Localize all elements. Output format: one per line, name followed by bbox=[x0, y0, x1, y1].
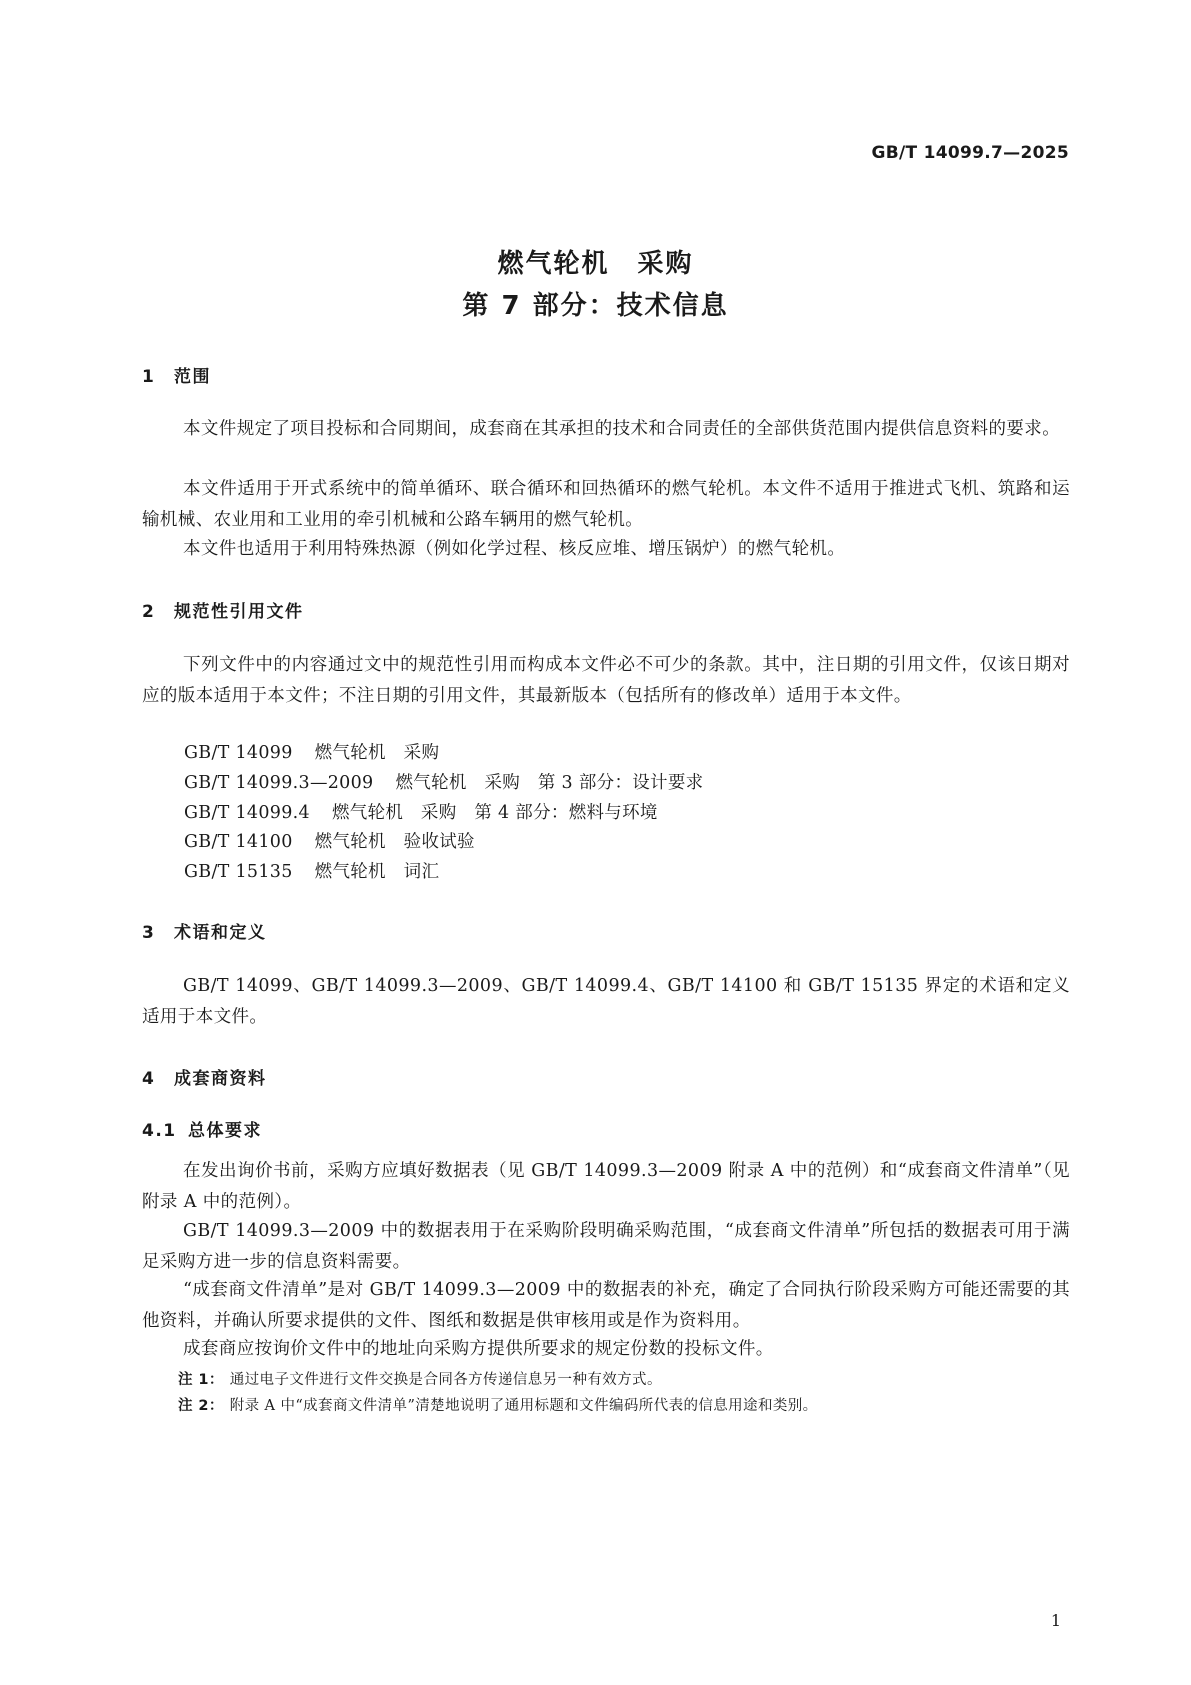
reference-code: GB/T 14099.4 bbox=[184, 803, 310, 823]
reference-code: GB/T 14100 bbox=[184, 832, 293, 852]
reference-code: GB/T 14099.3—2009 bbox=[184, 773, 374, 793]
reference-title: 燃气轮机 采购 第 4 部分：燃料与环境 bbox=[331, 803, 658, 823]
reference-item bbox=[184, 799, 658, 824]
reference-item bbox=[184, 828, 475, 853]
section-1-paragraph-2: 本文件适用于开式系统中的简单循环、联合循环和回热循环的燃气轮机。本文件不适用于推进式飞机、筑路和运输机械、农业用和工业用的牵引机械和公路车辆用的燃气轮机。 bbox=[142, 479, 1070, 530]
section-2-paragraph-1: 下列文件中的内容通过文中的规范性引用而构成本文件必不可少的条款。其中，注日期的引用文件，仅该日期对应的版本适用于本文件；不注日期的引用文件，其最新版本（包括所有的修改单）适用于本文件。 bbox=[142, 655, 1070, 706]
section-4-1-paragraph-2: GB/T 14099.3—2009 中的数据表用于在采购阶段明确采购范围，“成套商文件清单”所包括的数据表可用于满足采购方进一步的信息资料需要。 bbox=[142, 1221, 1070, 1272]
note-2 bbox=[178, 1394, 818, 1415]
section-4-1-paragraph-4: 成套商应按询价文件中的地址向采购方提供所要求的规定份数的投标文件。 bbox=[183, 1339, 774, 1359]
section-number: 4.1 bbox=[142, 1121, 177, 1141]
note-text: 附录 A 中“成套商文件清单”清楚地说明了通用标题和文件编码所代表的信息用途和类别。 bbox=[229, 1398, 818, 1414]
note-1 bbox=[178, 1368, 662, 1389]
note-text: 通过电子文件进行文件交换是合同各方传递信息另一种有效方式。 bbox=[229, 1372, 662, 1388]
reference-title: 燃气轮机 验收试验 bbox=[314, 832, 475, 852]
section-title: 术语和定义 bbox=[174, 923, 267, 943]
title-line-1: 燃气轮机 采购 bbox=[497, 249, 694, 279]
reference-title: 燃气轮机 采购 第 3 部分：设计要求 bbox=[395, 773, 704, 793]
section-3-heading bbox=[142, 918, 267, 943]
title-line-2: 第 7 部分：技术信息 bbox=[462, 291, 729, 321]
section-1-paragraph-3: 本文件也适用于利用特殊热源（例如化学过程、核反应堆、增压锅炉）的燃气轮机。 bbox=[183, 539, 846, 559]
section-number: 3 bbox=[142, 923, 156, 943]
section-4-1-paragraph-3: “成套商文件清单”是对 GB/T 14099.3—2009 中的数据表的补充，确定了合同执行阶段采购方可能还需要的其他资料，并确认所要求提供的文件、图纸和数据是供审核用或是作为资料用。 bbox=[142, 1280, 1070, 1331]
reference-code: GB/T 15135 bbox=[184, 862, 293, 882]
section-4-1-paragraph-1: 在发出询价书前，采购方应填好数据表（见 GB/T 14099.3—2009 附录 A 中的范例）和“成套商文件清单”（见附录 A 中的范例）。 bbox=[142, 1161, 1070, 1212]
section-1-heading bbox=[142, 362, 211, 387]
note-label: 注 1： bbox=[178, 1372, 224, 1388]
section-4-1-heading bbox=[142, 1116, 262, 1141]
section-1-paragraph-1: 本文件规定了项目投标和合同期间，成套商在其承担的技术和合同责任的全部供货范围内提供信息资料的要求。 bbox=[183, 419, 1061, 439]
section-number: 4 bbox=[142, 1069, 156, 1089]
section-title: 规范性引用文件 bbox=[174, 602, 304, 622]
section-2-heading bbox=[142, 597, 304, 622]
page-number: 1 bbox=[1050, 1611, 1061, 1630]
reference-item bbox=[184, 769, 703, 794]
section-title: 范围 bbox=[174, 367, 211, 387]
reference-title: 燃气轮机 词汇 bbox=[314, 862, 440, 882]
section-4-heading bbox=[142, 1064, 267, 1089]
reference-item bbox=[184, 858, 439, 883]
standard-code: GB/T 14099.7—2025 bbox=[871, 143, 1069, 163]
reference-code: GB/T 14099 bbox=[184, 743, 293, 763]
reference-title: 燃气轮机 采购 bbox=[314, 743, 440, 763]
section-number: 1 bbox=[142, 367, 156, 387]
section-title: 总体要求 bbox=[188, 1121, 262, 1141]
section-title: 成套商资料 bbox=[174, 1069, 267, 1089]
section-number: 2 bbox=[142, 602, 156, 622]
note-label: 注 2： bbox=[178, 1398, 224, 1414]
section-3-paragraph-1: GB/T 14099、GB/T 14099.3—2009、GB/T 14099.4、GB/T 14100 和 GB/T 15135 界定的术语和定义适用于本文件。 bbox=[142, 976, 1070, 1027]
reference-item bbox=[184, 739, 439, 764]
